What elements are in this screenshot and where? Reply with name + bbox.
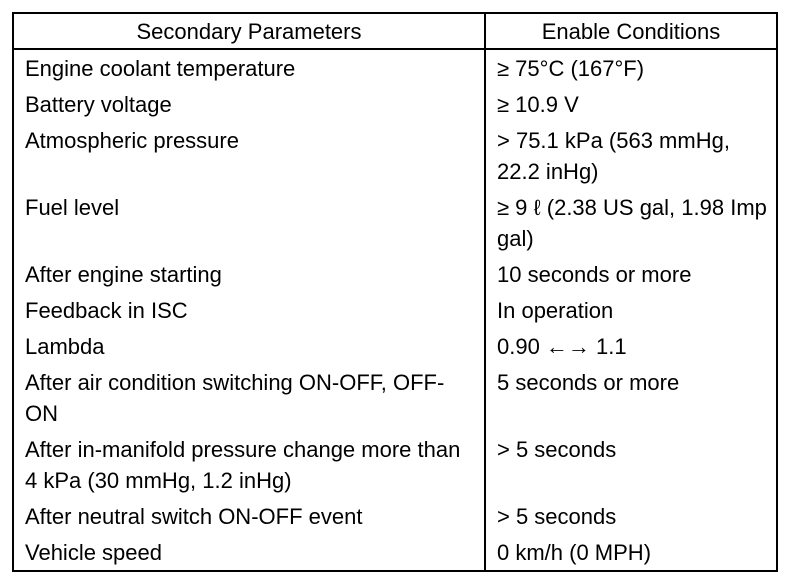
header-enable-conditions: Enable Conditions xyxy=(485,13,777,49)
parameter-cell: Atmospheric pressure xyxy=(13,125,485,192)
parameter-cell: Engine coolant temperature xyxy=(13,49,485,89)
table-row xyxy=(13,295,777,331)
header-secondary-parameters: Secondary Parameters xyxy=(13,13,485,49)
parameter-cell: After air condition switching ON-OFF, OFF-ON xyxy=(13,367,485,434)
parameter-cell: After neutral switch ON-OFF event xyxy=(13,501,485,537)
table-row xyxy=(13,49,777,89)
condition-cell: In operation xyxy=(485,295,777,331)
table-row xyxy=(13,367,777,434)
table-row xyxy=(13,89,777,125)
table-row xyxy=(13,125,777,192)
parameter-cell: Vehicle speed xyxy=(13,537,485,571)
table-row xyxy=(13,537,777,571)
condition-cell: 0 km/h (0 MPH) xyxy=(485,537,777,571)
condition-cell: ≥ 9 ℓ (2.38 US gal, 1.98 Imp gal) xyxy=(485,192,777,259)
condition-cell: > 75.1 kPa (563 mmHg, 22.2 inHg) xyxy=(485,125,777,192)
table-row xyxy=(13,501,777,537)
parameter-cell: Fuel level xyxy=(13,192,485,259)
parameter-cell: Battery voltage xyxy=(13,89,485,125)
parameter-cell: After engine starting xyxy=(13,259,485,295)
parameter-cell: After in-manifold pressure change more than 4 kPa (30 mmHg, 1.2 inHg) xyxy=(13,434,485,501)
condition-cell: ≥ 10.9 V xyxy=(485,89,777,125)
table-row xyxy=(13,192,777,259)
condition-cell: ≥ 75°C (167°F) xyxy=(485,49,777,89)
parameter-cell: Feedback in ISC xyxy=(13,295,485,331)
table-row xyxy=(13,259,777,295)
condition-cell: > 5 seconds xyxy=(485,501,777,537)
condition-cell: 0.90 ←→ 1.1 xyxy=(485,331,777,367)
condition-cell: > 5 seconds xyxy=(485,434,777,501)
enable-conditions-table xyxy=(12,12,778,572)
table-row xyxy=(13,434,777,501)
table-header-row xyxy=(13,13,777,49)
condition-cell: 5 seconds or more xyxy=(485,367,777,434)
condition-cell: 10 seconds or more xyxy=(485,259,777,295)
parameter-cell: Lambda xyxy=(13,331,485,367)
table-row xyxy=(13,331,777,367)
